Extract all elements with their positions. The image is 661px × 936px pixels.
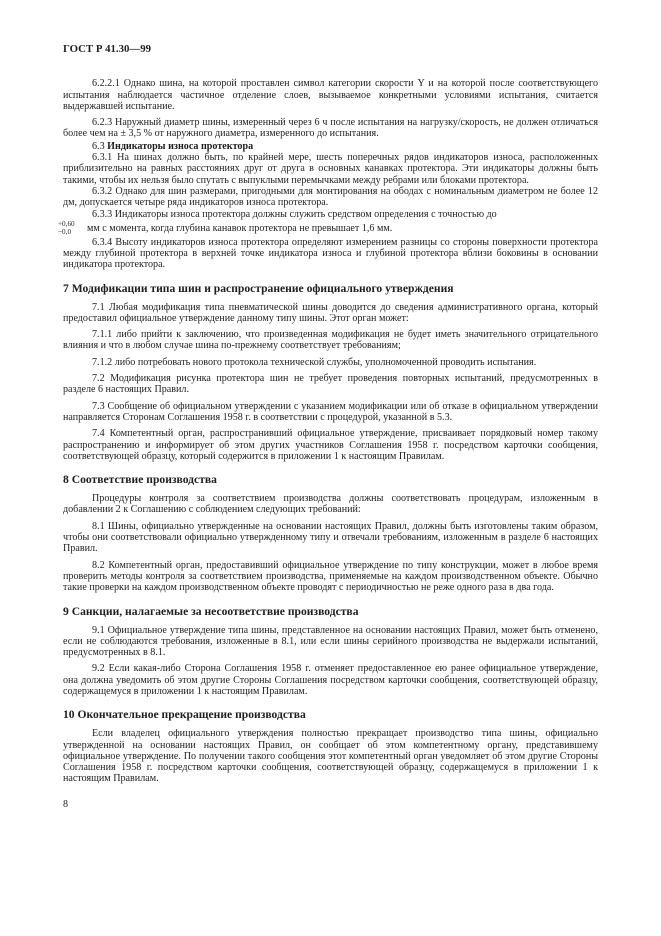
section-heading: 8 Соответствие производства [63, 473, 217, 487]
section-heading: 7 Модификации типа шин и распространение официального утверждения [63, 281, 454, 295]
subsection-number: 6.3 [92, 140, 105, 152]
tolerance-value [58, 220, 84, 237]
paragraph: 9.1 Официальное утверждение типа шины, представленное на основании настоящих Правил, может быть отменено, если не соблюдаются требования, изложенные в 8.1, или если шины серийного производства не выдержали испытаний, предусмотренных в 8.1. [63, 624, 598, 659]
paragraph: 6.3.4 Высоту индикаторов износа протектора определяют измерением разницы со стороны поверхности протектора между глубиной протектора в верхней точке индикатора износа и глубиной протектора вблизи боковины в основании индикатора протектора. [63, 236, 598, 271]
paragraph: 8.2 Компетентный орган, предоставивший официальное утверждение по типу конструкции, может в любое время проверить методы контроля за соответствием производства, применяемые на каждом производственном объекте. Обычно такие проверки на каждом производственном объекте проводят с периодичностью не реже одного раза в два года. [63, 559, 598, 594]
paragraph: 9.2 Если какая-либо Сторона Соглашения 1958 г. отменяет предоставленное ею ранее официальное утверждение, она должна уведомить об этом другие Стороны Соглашения посредством карточки сообщения, соответствующей образцу, содержащемуся в приложении 1 к настоящим Правилам. [63, 663, 598, 697]
tolerance-line [58, 219, 598, 237]
paragraph: 6.3.1 На шинах должно быть, по крайней мере, шесть поперечных рядов индикаторов износа, расположенных приблизительно на равных расстояниях друг от друга в основных канавках протектора. Эти индикаторы должны быть такими, чтобы их нельзя было спутать с выпуклыми перемычками между ребрами или блоками протектора. [63, 152, 598, 186]
section-heading: 10 Окончательное прекращение производства [63, 708, 306, 722]
section-heading: 9 Санкции, налагаемые за несоответствие производства [63, 604, 359, 618]
paragraph: Процедуры контроля за соответствием производства должны соответствовать процедурам, изложенным в добавлении 2 к Соглашению с соблюдением следующих требований: [63, 493, 598, 516]
paragraph: 7.4 Компетентный орган, распространивший официальное утверждение, присваивает порядковый номер такому распространению и информирует об этом других участников Соглашения 1958 г. посредством карточки сообщения, соответствующей образцу, который содержится в приложении 1 к настоящим Правилам. [63, 428, 598, 462]
page-header: ГОСТ Р 41.30—99 [63, 43, 152, 55]
tolerance-paragraph [58, 208, 598, 237]
subsection-title: Индикаторы износа протектора [107, 140, 254, 152]
tolerance-lower: −0,0 [58, 228, 72, 237]
page-number: 8 [63, 798, 69, 810]
paragraph: 7.1 Любая модификация типа пневматической шины доводится до сведения административного органа, который предоставил официальное утверждение данному типу шины. Этот орган может: [63, 301, 598, 324]
subsection-heading [63, 141, 598, 152]
document-body [58, 78, 598, 785]
paragraph: 7.1.1 либо прийти к заключению, что произведенная модификация не будет иметь значительного отрицательного влияния и что в любом случае шина по-прежнему соответствует требованиям; [63, 329, 598, 352]
tolerance-upper: +0,60 [58, 219, 75, 228]
paragraph: 6.2.3 Наружный диаметр шины, измеренный через 6 ч после испытания на нагрузку/скорость, не должен отличаться более чем на ± 3,5 % от наружного диаметра, измеренного до испытания. [63, 117, 598, 140]
paragraph: 7.1.2 либо потребовать нового протокола технической службы, уполномоченной проводить испытания. [92, 356, 537, 368]
paragraph: 6.3.3 Индикаторы износа протектора должны служить средством определения с точностью до [92, 208, 497, 220]
paragraph: 8.1 Шины, официально утвержденные на основании настоящих Правил, должны быть изготовлены таким образом, чтобы они соответствовали официально утвержденному типу и отвечали требованиям, изложенным в разделе 6 настоящих Правил. [63, 520, 598, 555]
paragraph: 6.3.2 Однако для шин размерами, пригодными для монтирования на ободах с номинальным диаметром не более 12 дм, допускается четыре ряда индикаторов износа протектора. [63, 185, 598, 209]
paragraph: 7.3 Сообщение об официальном утверждении с указанием модификации или об отказе в официальном утверждении направляется Сторонам Соглашения 1958 г. в соответствии с процедурой, указанной в 5.3. [63, 400, 598, 423]
paragraph: 6.2.2.1 Однако шина, на которой проставлен символ категории скорости Y и на которой после соответствующего испытания наблюдается частичное отделение слоев, вызываемое конкретными условиями испытания, считается выдержавшей испытание. [63, 78, 598, 112]
paragraph: 7.2 Модификация рисунка протектора шин не требует проведения повторных испытаний, предусмотренных в разделе 6 настоящих Правил. [63, 373, 598, 396]
tolerance-text: мм с момента, когда глубина канавок протектора не превышает 1,6 мм. [87, 222, 393, 234]
paragraph: Если владелец официального утверждения полностью прекращает производство типа шины, официально утвержденной на основании настоящих Правил, он сообщает об этом компетентному органу, представившему официальное утверждение. По получении такого сообщения этот компетентный орган уведомляет об этом другие Стороны Соглашения 1958 г. посредством карточки сообщения, соответствующей образцу, содержащемуся в приложении 1 к настоящим Правилам. [63, 728, 598, 785]
